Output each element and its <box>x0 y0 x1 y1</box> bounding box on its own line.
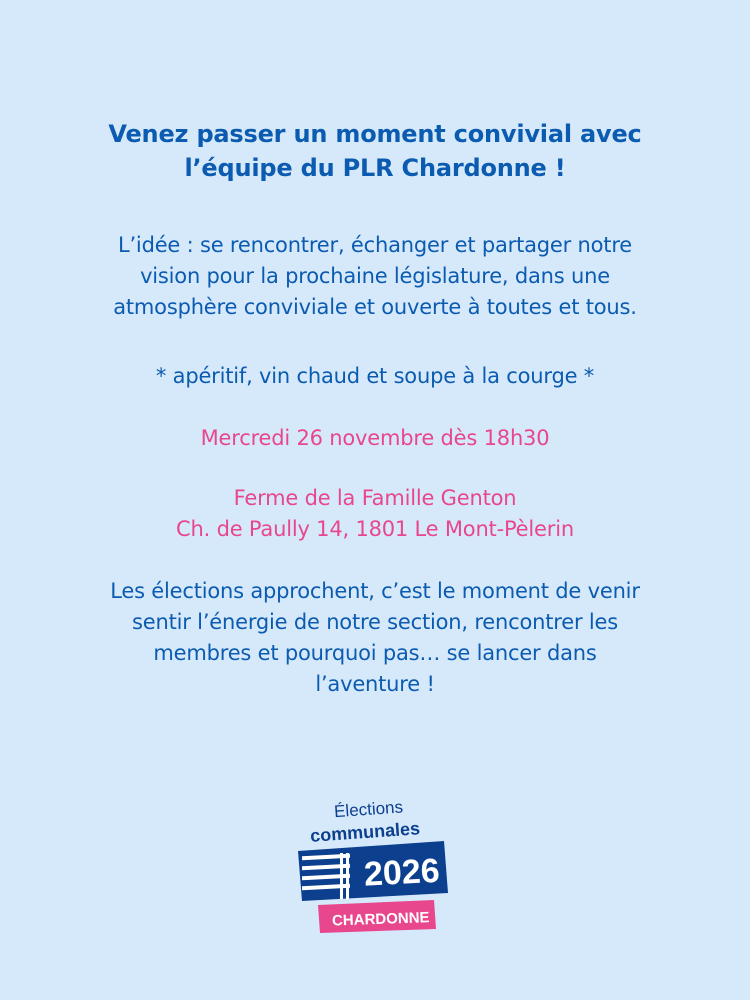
closing-line-4: l’aventure ! <box>315 672 435 696</box>
closing-paragraph <box>0 576 750 700</box>
event-venue <box>0 483 750 545</box>
intro-line-2: vision pour la prochaine législature, dans une <box>140 264 610 288</box>
menu-text: * apéritif, vin chaud et soupe à la courge * <box>155 364 595 388</box>
title-line-1: Venez passer un moment convivial avec <box>108 120 642 148</box>
venue-line-1: Ferme de la Famille Genton <box>233 486 517 510</box>
title-line-2: l’équipe du PLR Chardonne ! <box>184 154 566 182</box>
date-text: Mercredi 26 novembre dès 18h30 <box>200 426 550 450</box>
event-date <box>0 423 750 454</box>
logo-word-communales: communales <box>309 818 421 846</box>
elections-logo <box>296 793 456 943</box>
logo-year: 2026 <box>363 851 441 894</box>
menu-line <box>0 361 750 392</box>
intro-line-1: L’idée : se rencontrer, échanger et partager notre <box>117 233 633 257</box>
invitation-title <box>0 117 750 185</box>
intro-line-3: atmosphère conviviale et ouverte à toutes et tous. <box>113 295 637 319</box>
closing-line-3: membres et pourquoi pas… se lancer dans <box>153 641 597 665</box>
logo-word-elections: Élections <box>333 797 404 822</box>
closing-line-2: sentir l’énergie de notre section, rencontrer les <box>132 610 618 634</box>
elections-logo-graphic <box>296 793 456 943</box>
closing-line-1: Les élections approchent, c’est le moment de venir <box>110 579 640 603</box>
intro-paragraph <box>0 230 750 323</box>
venue-line-2: Ch. de Paully 14, 1801 Le Mont-Pèlerin <box>176 517 574 541</box>
logo-place: CHARDONNE <box>331 909 430 930</box>
